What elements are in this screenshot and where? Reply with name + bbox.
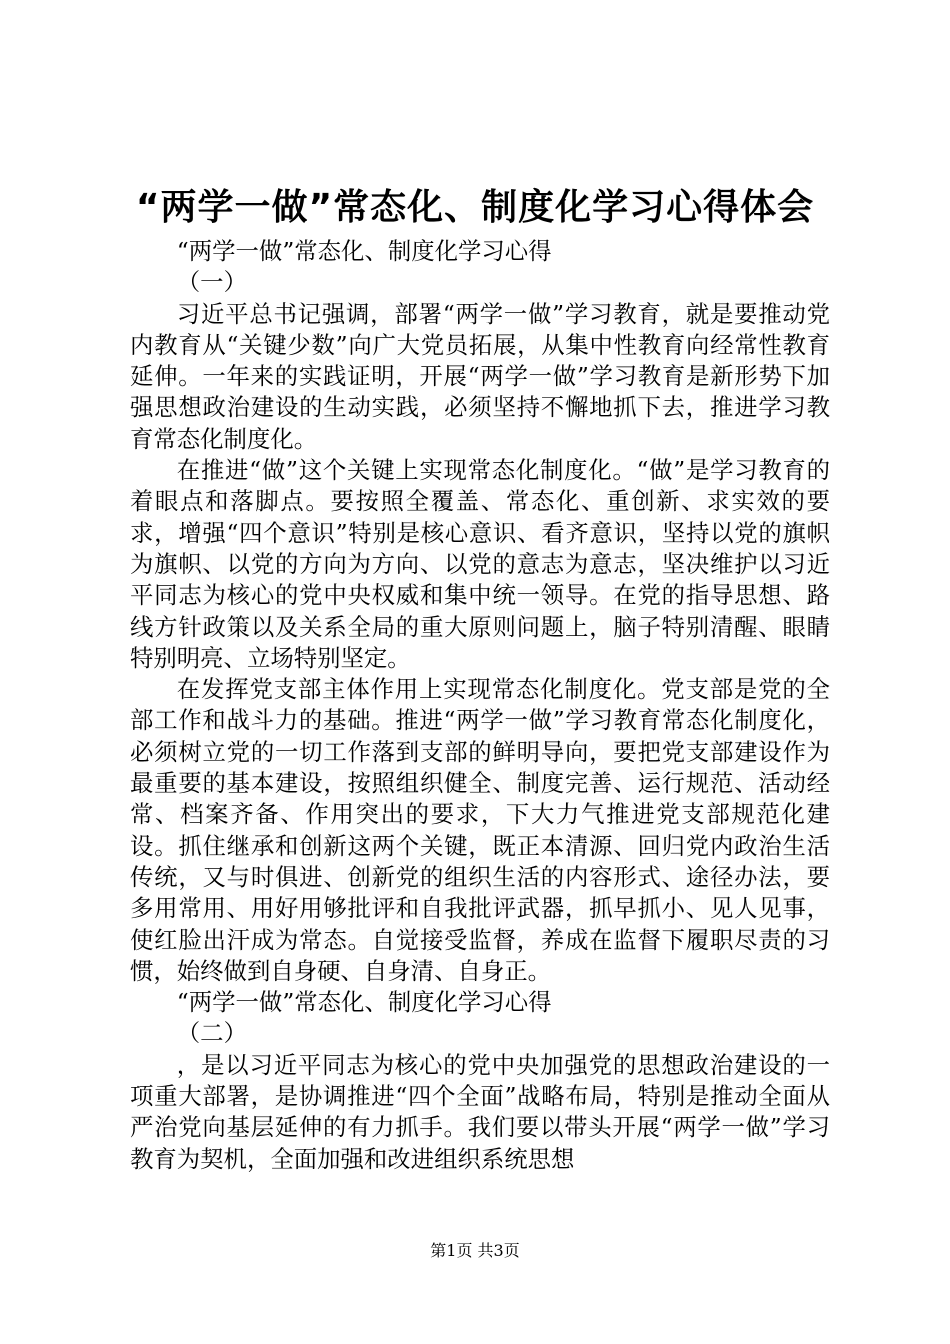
section-number: （二） — [176, 1019, 247, 1048]
body-paragraph: 在推进“做”这个关键上实现常态化制度化。“做”是学习教育的着眼点和落脚点。要按照全覆盖、常态化、重创新、求实效的要求，增强“四个意识”特别是核心意识、看齐意识，坚持以党的旗帜为旗帜、以党的方向为方向、以党的意志为意志，坚决维护以习近平同志为核心的党中央权威和集中统一领导。在党的指导思想、路线方针政策以及关系全局的重大原则问题上，脑子特别清醒、眼睛特别明亮、立场特别坚定。 — [130, 456, 830, 672]
subtitle-paragraph: “两学一做”常态化、制度化学习心得 — [176, 988, 552, 1017]
section-number: （一） — [176, 268, 247, 297]
page-footer: 第1页 共3页 — [430, 1241, 520, 1260]
document-body — [130, 236, 830, 1175]
document-title: “两学一做”常态化、制度化学习心得体会 — [135, 187, 815, 228]
body-paragraph: 习近平总书记强调，部署“两学一做”学习教育，就是要推动党内教育从“关键少数”向广大党员拓展，从集中性教育向经常性教育延伸。一年来的实践证明，开展“两学一做”学习教育是新形势下加强思想政治建设的生动实践，必须坚持不懈地抓下去，推进学习教育常态化制度化。 — [130, 299, 830, 453]
body-paragraph: 在发挥党支部主体作用上实现常态化制度化。党支部是党的全部工作和战斗力的基础。推进“两学一做”学习教育常态化制度化，必须树立党的一切工作落到支部的鲜明导向，要把党支部建设作为最重要的基本建设，按照组织健全、制度完善、运行规范、活动经常、档案齐备、作用突出的要求，下大力气推进党支部规范化建设。抓住继承和创新这两个关键，既正本清源、回归党内政治生活传统，又与时俱进、创新党的组织生活的内容形式、途径办法，要多用常用、用好用够批评和自我批评武器，抓早抓小、见人见事，使红脸出汗成为常态。自觉接受监督，养成在监督下履职尽责的习惯，始终做到自身硬、自身清、自身正。 — [130, 675, 830, 985]
body-paragraph: ，是以习近平同志为核心的党中央加强党的思想政治建设的一项重大部署，是协调推进“四个全面”战略布局，特别是推动全面从严治党向基层延伸的有力抓手。我们要以带头开展“两学一做”学习教育为契机，全面加强和改进组织系统思想 — [130, 1050, 830, 1173]
subtitle-paragraph: “两学一做”常态化、制度化学习心得 — [176, 237, 552, 265]
